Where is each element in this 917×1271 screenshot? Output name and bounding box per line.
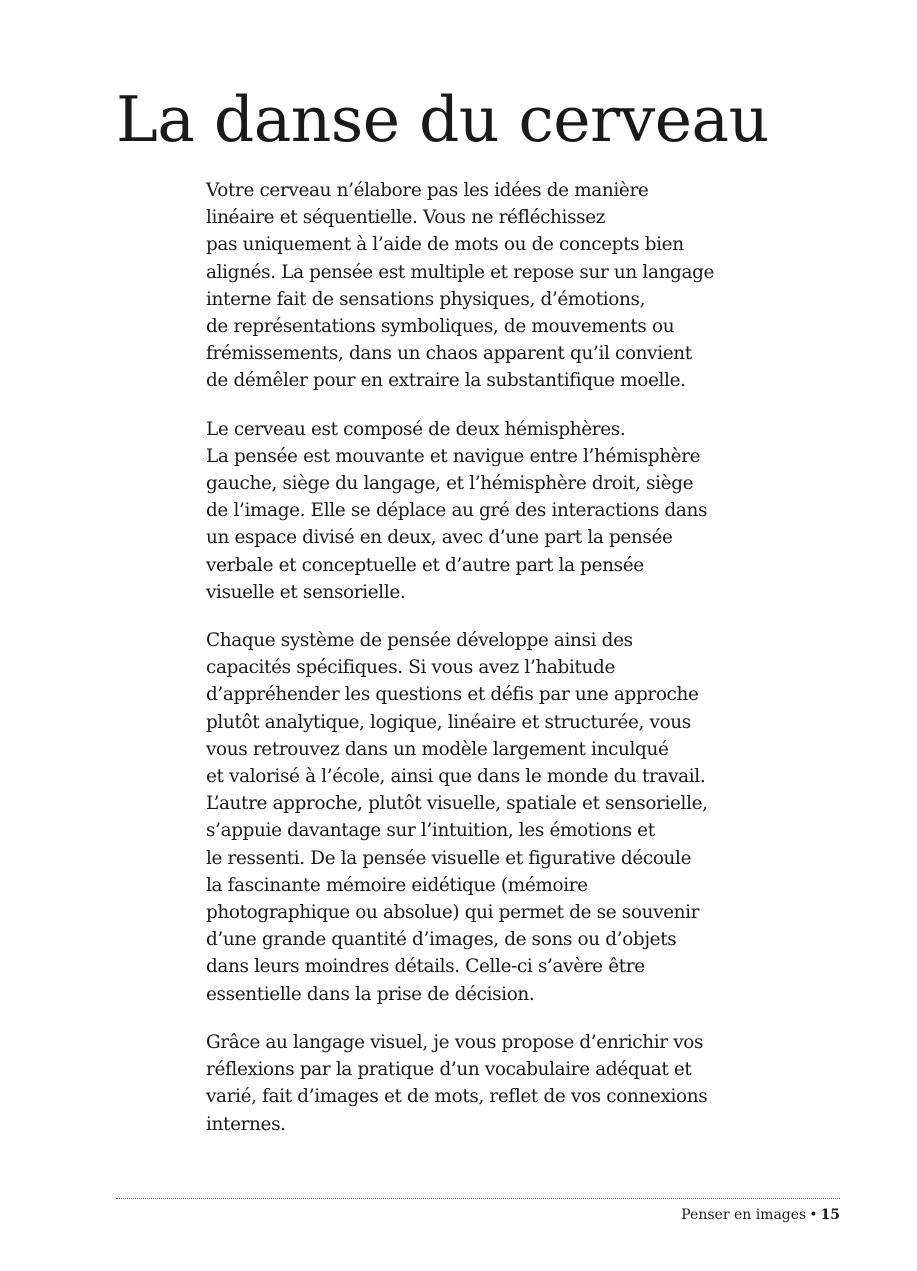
- text-line: dans leurs moindres détails. Celle-ci s’avère être: [206, 956, 645, 978]
- text-line: réflexions par la pratique d’un vocabulaire adéquat et: [206, 1059, 692, 1081]
- paragraph-3: [206, 627, 766, 1008]
- text-line: Chaque système de pensée développe ainsi des: [206, 630, 633, 652]
- text-line: Le cerveau est composé de deux hémisphères.: [206, 418, 626, 440]
- text-line: La pensée est mouvante et navigue entre l’hémisphère: [206, 445, 701, 467]
- paragraph-4: [206, 1029, 766, 1138]
- text-line: essentielle dans la prise de décision.: [206, 983, 535, 1005]
- paragraph-2: [206, 416, 766, 606]
- footer-divider: [116, 1198, 840, 1199]
- text-line: de démêler pour en extraire la substantifique moelle.: [206, 370, 686, 392]
- footer-book-title: Penser en images: [681, 1207, 807, 1223]
- text-line: varié, fait d’images et de mots, reflet de vos connexions: [206, 1086, 708, 1108]
- text-line: de représentations symboliques, de mouvements ou: [206, 316, 675, 338]
- text-line: de l’image. Elle se déplace au gré des interactions dans: [206, 500, 708, 522]
- text-line: et valorisé à l’école, ainsi que dans le monde du travail.: [206, 766, 706, 788]
- text-line: un espace divisé en deux, avec d’une part la pensée: [206, 527, 673, 549]
- text-line: linéaire et séquentielle. Vous ne réfléchissez: [206, 207, 606, 229]
- text-line: d’une grande quantité d’images, de sons ou d’objets: [206, 929, 677, 951]
- text-line: s’appuie davantage sur l’intuition, les émotions et: [206, 820, 655, 842]
- text-line: vous retrouvez dans un modèle largement inculqué: [206, 738, 669, 760]
- page-title: La danse du cerveau: [116, 83, 769, 156]
- text-line: visuelle et sensorielle.: [206, 581, 406, 603]
- text-line: verbale et conceptuelle et d’autre part la pensée: [206, 554, 644, 576]
- text-line: interne fait de sensations physiques, d’émotions,: [206, 288, 646, 310]
- footer-separator: •: [809, 1207, 818, 1223]
- page-footer: [681, 1205, 840, 1225]
- text-line: capacités spécifiques. Si vous avez l’habitude: [206, 657, 616, 679]
- text-line: pas uniquement à l’aide de mots ou de concepts bien: [206, 234, 684, 256]
- text-line: photographique ou absolue) qui permet de se souvenir: [206, 902, 700, 924]
- body-text: [206, 177, 766, 1159]
- text-line: frémissements, dans un chaos apparent qu’il convient: [206, 343, 692, 365]
- text-line: L’autre approche, plutôt visuelle, spatiale et sensorielle,: [206, 793, 708, 815]
- text-line: le ressenti. De la pensée visuelle et figurative découle: [206, 847, 692, 869]
- text-line: Votre cerveau n’élabore pas les idées de manière: [206, 180, 649, 201]
- page-number: 15: [820, 1207, 840, 1223]
- paragraph-1: [206, 177, 766, 395]
- text-line: Grâce au langage visuel, je vous propose d’enrichir vos: [206, 1031, 704, 1053]
- text-line: d’appréhender les questions et défis par une approche: [206, 684, 699, 706]
- text-line: plutôt analytique, logique, linéaire et structurée, vous: [206, 711, 691, 733]
- text-line: gauche, siège du langage, et l’hémisphère droit, siège: [206, 473, 694, 495]
- text-line: internes.: [206, 1113, 286, 1135]
- text-line: la fascinante mémoire eidétique (mémoire: [206, 874, 588, 896]
- text-line: alignés. La pensée est multiple et repose sur un langage: [206, 261, 715, 283]
